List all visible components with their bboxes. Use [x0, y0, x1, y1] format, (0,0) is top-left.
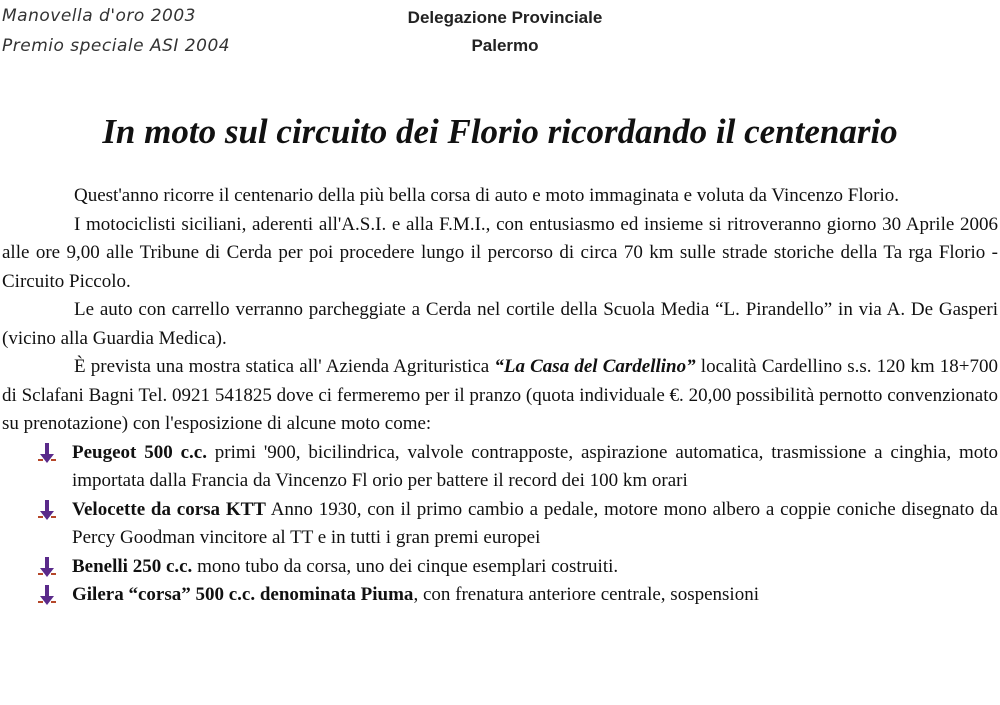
award-line-1: Manovella d'oro 2003	[2, 6, 196, 26]
paragraph-centenary: Quest'anno ricorre il centenario della più bella corsa di auto e moto immaginata e voluta da Vincenzo Florio.	[74, 185, 899, 206]
venue-name: “La Casa del Cardellino”	[494, 356, 696, 377]
arrow-down-icon	[38, 443, 56, 463]
motorcycle-description: mono tubo da corsa, uno dei cinque esemplari costruiti.	[192, 555, 619, 577]
organization-city: Palermo	[471, 36, 539, 55]
paragraph-exhibition	[2, 353, 998, 439]
list-item	[2, 553, 998, 582]
motorcycle-name: Gilera “corsa” 500 c.c. denominata Piuma	[72, 584, 414, 605]
paragraph-parking: Le auto con carrello verranno parcheggiate a Cerda nel cortile della Scuola Media “L. Pirandello” in via A. De Gasperi (vicino alla Guardia Medica).	[2, 299, 998, 349]
motorcycle-list	[2, 439, 998, 610]
motorcycle-name: Peugeot 500 c.c.	[72, 441, 207, 463]
list-item	[2, 496, 998, 553]
organization-name: Delegazione Provinciale	[407, 8, 603, 27]
paragraph-meeting: I motociclisti siciliani, aderenti all'A.S.I. e alla F.M.I., con entusiasmo ed insieme si ritroveranno giorno 30 Aprile 2006 alle ore 9,00 alle Tribune di Cerda per poi procedere lungo il percorso di circa 70 km sulle strade storiche della Ta rga Florio - Circuito Piccolo.	[2, 213, 998, 292]
list-item	[2, 581, 998, 610]
motorcycle-description: , con frenatura anteriore centrale, sospensioni	[413, 584, 759, 605]
document-body	[2, 182, 998, 610]
motorcycle-name: Velocette da corsa KTT	[72, 498, 266, 520]
exhibition-text-a: È prevista una mostra statica all' Azienda Agrituristica	[74, 356, 495, 377]
arrow-down-icon	[38, 557, 56, 577]
motorcycle-description: primi '900, bicilindrica, valvole contrapposte, aspirazione automatica, trasmissione a cinghia, moto importata dalla Francia da Vincenzo Fl orio per battere il record dei 100 km orari	[72, 441, 999, 491]
list-item	[2, 439, 998, 496]
motorcycle-name: Benelli 250 c.c.	[72, 555, 193, 577]
arrow-down-icon	[38, 585, 56, 605]
exhibition-text-b: località Cardellino s.s. 120 km 18+700 di Sclafani Bagni Tel. 0921 541825 dove ci fermeremo per il pranzo (quota individuale €. 20,00 possibilità pernotto convenzionato su prenotazione) con l'esposizione di alcune moto come:	[2, 356, 998, 434]
award-line-2: Premio speciale ASI 2004	[2, 36, 231, 56]
motorcycle-description: Anno 1930, con il primo cambio a pedale, motore mono albero a coppie coniche disegnato da Percy Goodman vincitore al TT e in tutti i gran premi europei	[72, 498, 998, 548]
page-title: In moto sul circuito dei Florio ricordando il centenario	[102, 112, 898, 151]
arrow-down-icon	[38, 500, 56, 520]
